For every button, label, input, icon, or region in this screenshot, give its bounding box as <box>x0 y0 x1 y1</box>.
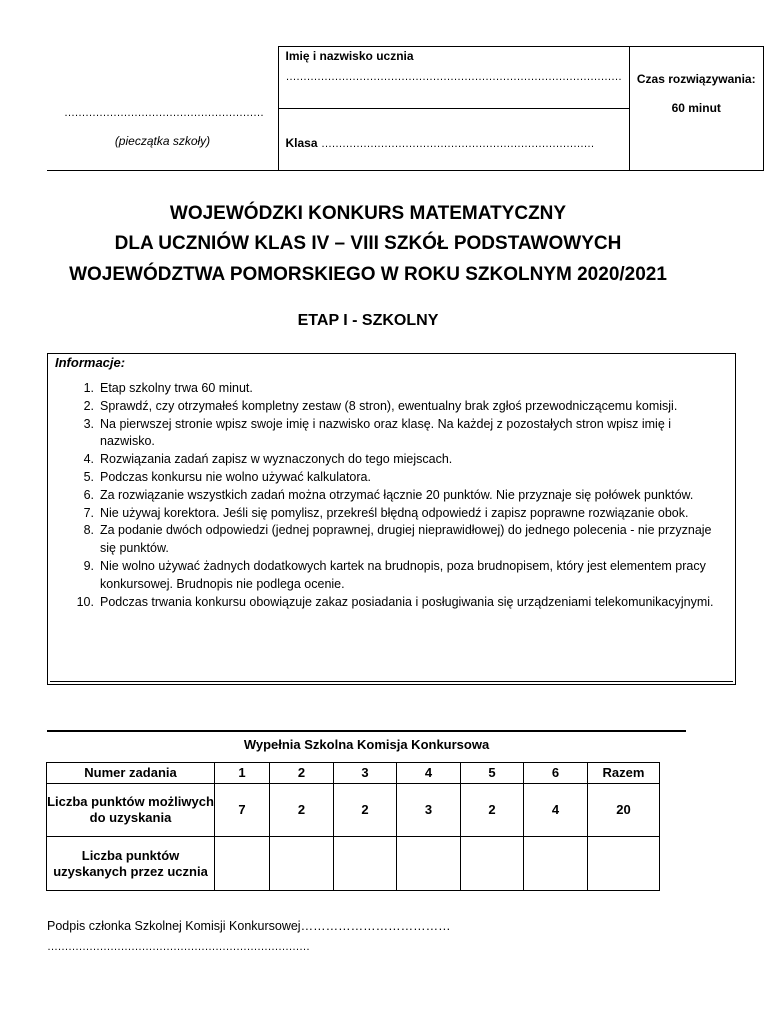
info-item <box>83 522 727 558</box>
title-line-1: WOJEWÓDZKI KONKURS MATEMATYCZNY <box>169 203 567 224</box>
info-item-text: Sprawdź, czy otrzymałeś kompletny zestaw (8 stron), ewentualny brak zgłoś przewodniczącemu komisji. <box>100 398 678 413</box>
header-table <box>47 46 764 171</box>
info-item-number: 1. <box>83 381 94 395</box>
student-name-field[interactable] <box>278 47 629 109</box>
info-heading: Informacje: <box>55 355 126 370</box>
table-input-cell[interactable] <box>215 837 270 891</box>
info-item-number: 3. <box>83 416 94 431</box>
table-header-cell: 6 <box>524 763 588 784</box>
info-item <box>83 416 727 452</box>
table-header-row <box>47 763 660 784</box>
info-item-text: Nie używaj korektora. Jeśli się pomylisz, przekreśl błędną odpowiedź i zapisz poprawne rozwiązanie obok. <box>100 505 689 520</box>
info-item-text: Podczas trwania konkursu obowiązuje zakaz posiadania i posługiwania się urządzeniami telekomunikacyjnymi. <box>100 594 714 609</box>
info-item-number: 2. <box>83 398 94 413</box>
info-item-text: Rozwiązania zadań zapisz w wyznaczonych do tego miejscach. <box>100 452 453 467</box>
info-list <box>76 380 727 611</box>
class-dots: …………………………………………………………………… <box>321 138 595 150</box>
table-row-label: Liczba punktów możliwych do uzyskania <box>47 784 215 837</box>
class-label: Klasa <box>285 136 318 150</box>
student-name-label: Imię i nazwisko ucznia <box>285 49 414 63</box>
info-item-text: Etap szkolny trwa 60 minut. <box>100 381 253 395</box>
table-header-cell: 4 <box>397 763 461 784</box>
info-item <box>83 451 727 469</box>
signature-dots: ………………………………………………………………… <box>47 941 310 953</box>
info-item-text: Nie wolno używać żadnych dodatkowych kartek na brudnopis, poza brudnopisem, który jest elementem pracy konkursowej. Brudnopis nie podlega ocenie. <box>100 558 706 591</box>
table-cell: 2 <box>334 784 397 837</box>
table-header-cell: 5 <box>461 763 524 784</box>
table-cell: 3 <box>397 784 461 837</box>
table-header-cell: 1 <box>215 763 270 784</box>
table-row-earned-points <box>47 837 660 891</box>
info-item <box>83 469 727 487</box>
table-cell: 2 <box>461 784 524 837</box>
stamp-label: (pieczątka szkoły) <box>114 133 211 148</box>
school-stamp-area <box>47 47 278 171</box>
info-item <box>76 594 727 612</box>
info-item <box>83 558 727 594</box>
info-item-text: Podczas konkursu nie wolno używać kalkulatora. <box>100 469 371 484</box>
info-item-number: 8. <box>83 523 94 538</box>
table-input-cell[interactable] <box>461 837 524 891</box>
title-line-2: DLA UCZNIÓW KLAS IV – VIII SZKÓŁ PODSTAWOWYCH <box>114 233 622 254</box>
table-input-cell[interactable] <box>524 837 588 891</box>
info-item-number: 4. <box>83 452 94 467</box>
info-item <box>83 487 727 505</box>
table-cell: 4 <box>524 784 588 837</box>
points-table <box>46 762 660 891</box>
table-cell: 20 <box>588 784 660 837</box>
info-item <box>83 380 727 398</box>
info-item <box>83 505 727 523</box>
info-item-number: 5. <box>83 469 94 484</box>
table-input-cell[interactable] <box>397 837 461 891</box>
info-item-text: Za podanie dwóch odpowiedzi (jednej poprawnej, drugiej nieprawidłowej) do jednego polecenia - nie przyznaje się punktów. <box>100 523 712 556</box>
table-input-cell[interactable] <box>334 837 397 891</box>
student-name-dots: …………………………………………………………………………………… <box>285 71 622 83</box>
signature-label: Podpis członka Szkolnej Komisji Konkursowej……………………………… <box>47 919 451 933</box>
time-value: 60 minut <box>671 101 721 115</box>
info-item-text: Na pierwszej stronie wpisz swoje imię i nazwisko oraz klasę. Na każdej z pozostałych stron wpisz imię i nazwisko. <box>100 416 672 449</box>
table-header-cell: Razem <box>588 763 660 784</box>
table-header-cell: 2 <box>270 763 334 784</box>
section-divider <box>47 730 686 732</box>
table-cell: 7 <box>215 784 270 837</box>
info-item <box>83 398 727 416</box>
stamp-dots: ………………………………………………… <box>64 106 264 119</box>
table-input-cell[interactable] <box>588 837 660 891</box>
info-box <box>47 353 736 685</box>
table-header-cell: 3 <box>334 763 397 784</box>
info-item-number: 6. <box>83 487 94 502</box>
table-header-cell: Numer zadania <box>47 763 215 784</box>
time-cell <box>629 47 764 171</box>
commission-title: Wypełnia Szkolna Komisja Konkursowa <box>243 737 490 752</box>
time-label: Czas rozwiązywania: <box>636 72 756 86</box>
stage-title: ETAP I - SZKOLNY <box>297 312 439 329</box>
info-item-number: 9. <box>83 558 94 573</box>
table-input-cell[interactable] <box>270 837 334 891</box>
table-cell: 2 <box>270 784 334 837</box>
info-item-number: 7. <box>83 505 94 520</box>
class-field[interactable] <box>278 109 629 171</box>
info-item-number: 10. <box>76 594 94 609</box>
table-row-max-points <box>47 784 660 837</box>
info-item-text: Za rozwiązanie wszystkich zadań można otrzymać łącznie 20 punktów. Nie przyznaje się połówek punktów. <box>100 487 694 502</box>
table-row-label: Liczba punktów uzyskanych przez ucznia <box>47 837 215 891</box>
title-line-3: WOJEWÓDZTWA POMORSKIEGO W ROKU SZKOLNYM 2020/2021 <box>69 264 667 285</box>
